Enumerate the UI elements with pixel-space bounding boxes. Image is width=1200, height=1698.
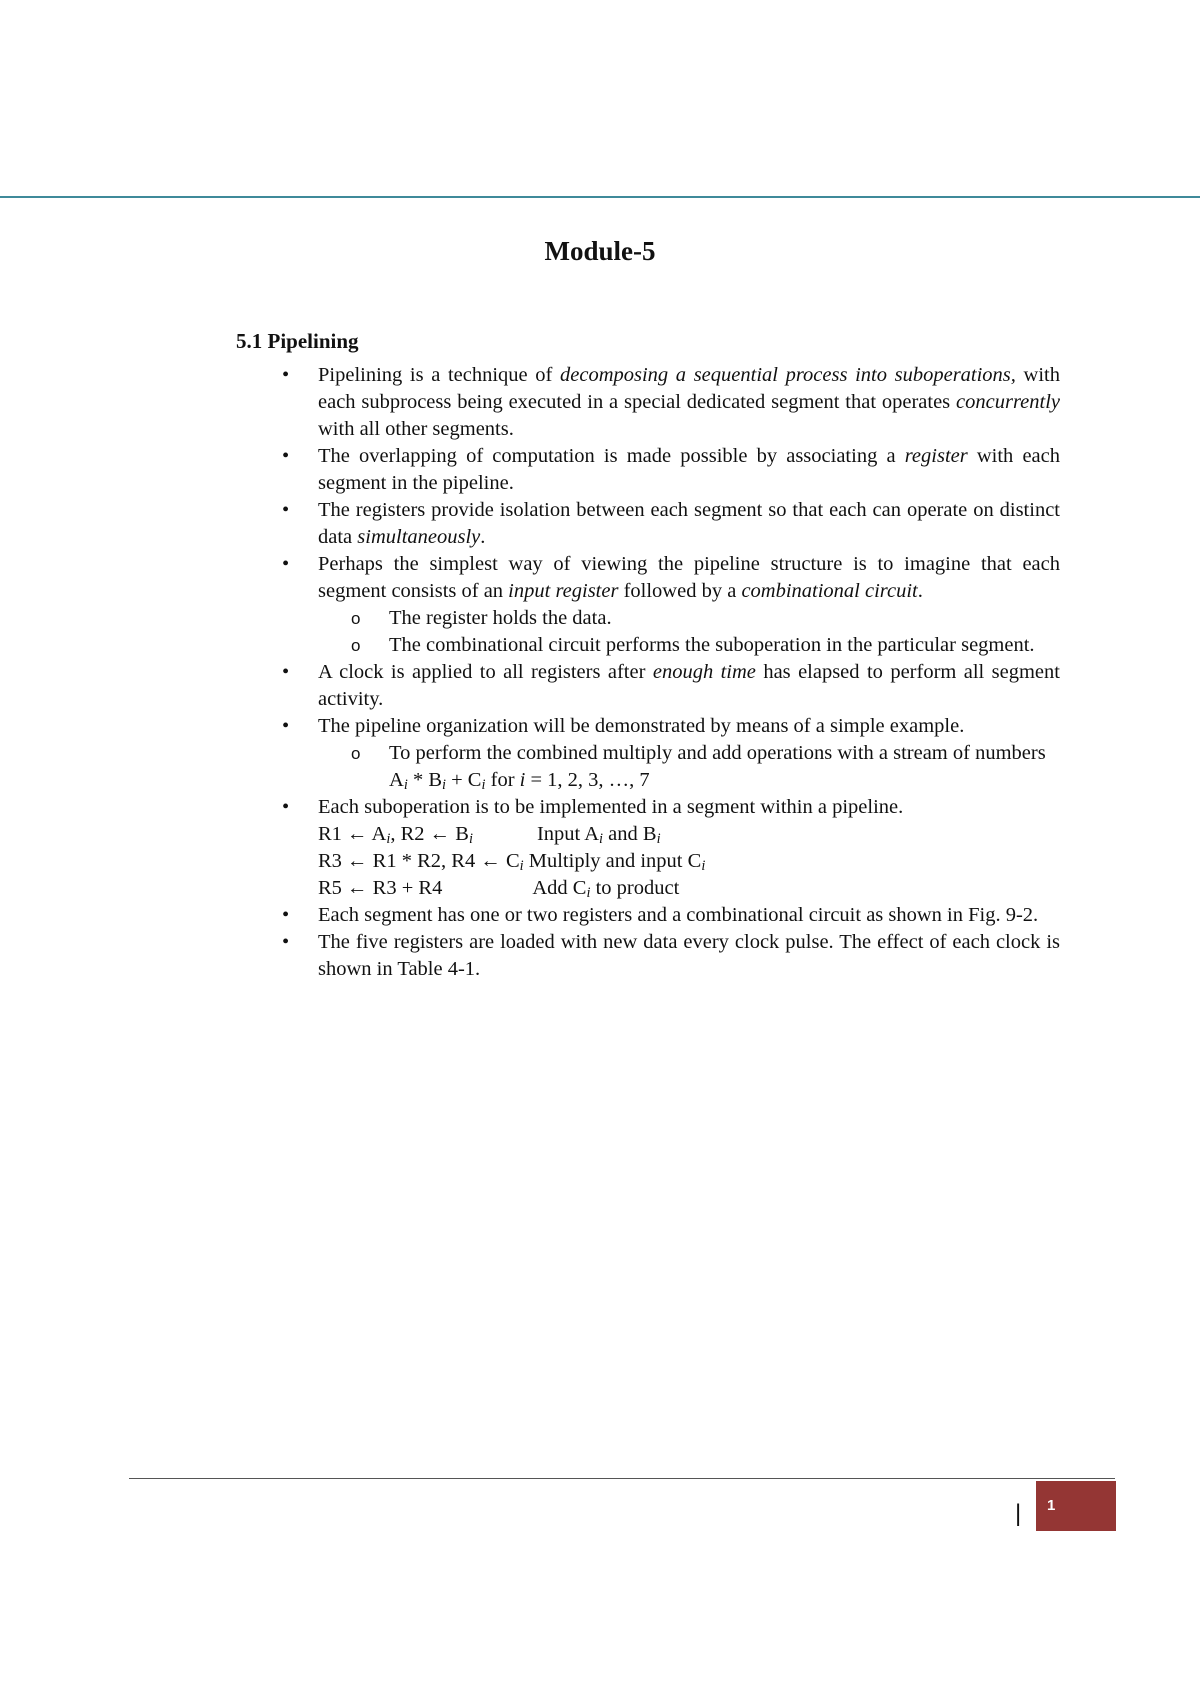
text-run: with each segment in the pipeline. — [318, 445, 1060, 494]
text-run: R5 ← R3 + R4 — [318, 877, 443, 899]
emphasis: simultaneously — [357, 526, 481, 548]
text-run: with each subprocess being executed in a special dedicated segment that operates — [318, 364, 1061, 413]
text-run: The pipeline organization will be demonstrated by means of a simple example. — [318, 715, 965, 737]
sub-list — [318, 605, 1060, 659]
page-separator: | — [1015, 1500, 1022, 1527]
bullet-item-6 — [236, 713, 1060, 794]
bullet-item-3 — [236, 497, 1060, 551]
subscript: i — [701, 857, 706, 874]
page-number: 1 — [1036, 1481, 1116, 1531]
subscript: i — [599, 830, 604, 847]
subscript: i — [468, 830, 473, 847]
text-run: has elapsed to perform all segment activity. — [318, 661, 1060, 710]
emphasis: combinational circuit — [741, 580, 918, 602]
formula-variable: i — [519, 769, 526, 791]
register-line-2 — [318, 848, 1060, 875]
text-run: to product — [590, 877, 680, 899]
register-line-3 — [318, 875, 1060, 902]
text-run: The overlapping of computation is made possible by associating a — [318, 445, 905, 467]
text-run: R3 ← R1 * R2, R4 ← C — [318, 850, 520, 872]
formula-part: + C — [446, 769, 482, 791]
emphasis: input register — [508, 580, 619, 602]
subscript: i — [481, 776, 486, 793]
formula — [318, 767, 1060, 794]
page-title: Module-5 — [544, 236, 656, 266]
bullet-item-5 — [236, 659, 1060, 713]
subscript: i — [519, 857, 524, 874]
sub-item-1: o The register holds the data. — [318, 605, 1060, 632]
formula-part: * B — [407, 769, 442, 791]
bullet-item-9: • The five registers are loaded with new data every clock pulse. The effect of each clock is shown in Table 4-1. — [236, 929, 1060, 983]
subscript: i — [386, 830, 391, 847]
sub-item-2: o The combinational circuit performs the suboperation in the particular segment. — [318, 632, 1060, 659]
emphasis: decomposing a sequential process into suboperations, — [560, 364, 1016, 386]
bullet-item-1 — [236, 362, 1060, 443]
bullet-list — [236, 362, 1060, 983]
text-run: A clock is applied to all registers after — [318, 661, 653, 683]
text-run: Input A — [536, 823, 600, 845]
text-run: Multiply and input C — [523, 850, 702, 872]
emphasis: enough time — [652, 661, 756, 683]
text-run: Add C — [532, 877, 587, 899]
emphasis: concurrently — [956, 391, 1060, 413]
text-run: and B — [603, 823, 657, 845]
page-content — [236, 362, 1060, 983]
text-run: Each suboperation is to be implemented in a segment within a pipeline. — [318, 796, 904, 818]
formula-part: A — [389, 769, 404, 791]
bullet-item-7 — [236, 794, 1060, 902]
bullet-item-4 — [236, 551, 1060, 659]
register-line-1 — [318, 821, 1060, 848]
text-run: R1 ← A — [318, 823, 387, 845]
header-rule — [0, 196, 1200, 198]
emphasis: register — [904, 445, 968, 467]
text-run: Pipelining is a technique of — [318, 364, 560, 386]
sub-list — [318, 740, 1060, 767]
formula-part: for — [485, 769, 520, 791]
text-run: The registers provide isolation between each segment so that each can operate on distinct data — [318, 499, 1060, 548]
bullet-item-2 — [236, 443, 1060, 497]
subscript: i — [403, 776, 408, 793]
subscript: i — [656, 830, 661, 847]
subscript: i — [586, 884, 591, 901]
section-heading: 5.1 Pipelining — [236, 329, 359, 353]
text-run: Perhaps the simplest way of viewing the pipeline structure is to imagine that each segment consists of an — [318, 553, 1060, 602]
subscript: i — [442, 776, 446, 793]
bullet-item-8: • Each segment has one or two registers and a combinational circuit as shown in Fig. 9-2. — [236, 902, 1060, 929]
sub-item-1: o To perform the combined multiply and add operations with a stream of numbers — [318, 740, 1060, 767]
formula-part: = 1, 2, 3, …, 7 — [525, 769, 650, 791]
footer-rule — [129, 1478, 1115, 1479]
text-run: . — [480, 526, 486, 548]
text-run: . — [917, 580, 923, 602]
text-run: , R2 ← B — [390, 823, 469, 845]
text-run: followed by a — [618, 580, 742, 602]
text-run: with all other segments. — [318, 418, 514, 440]
